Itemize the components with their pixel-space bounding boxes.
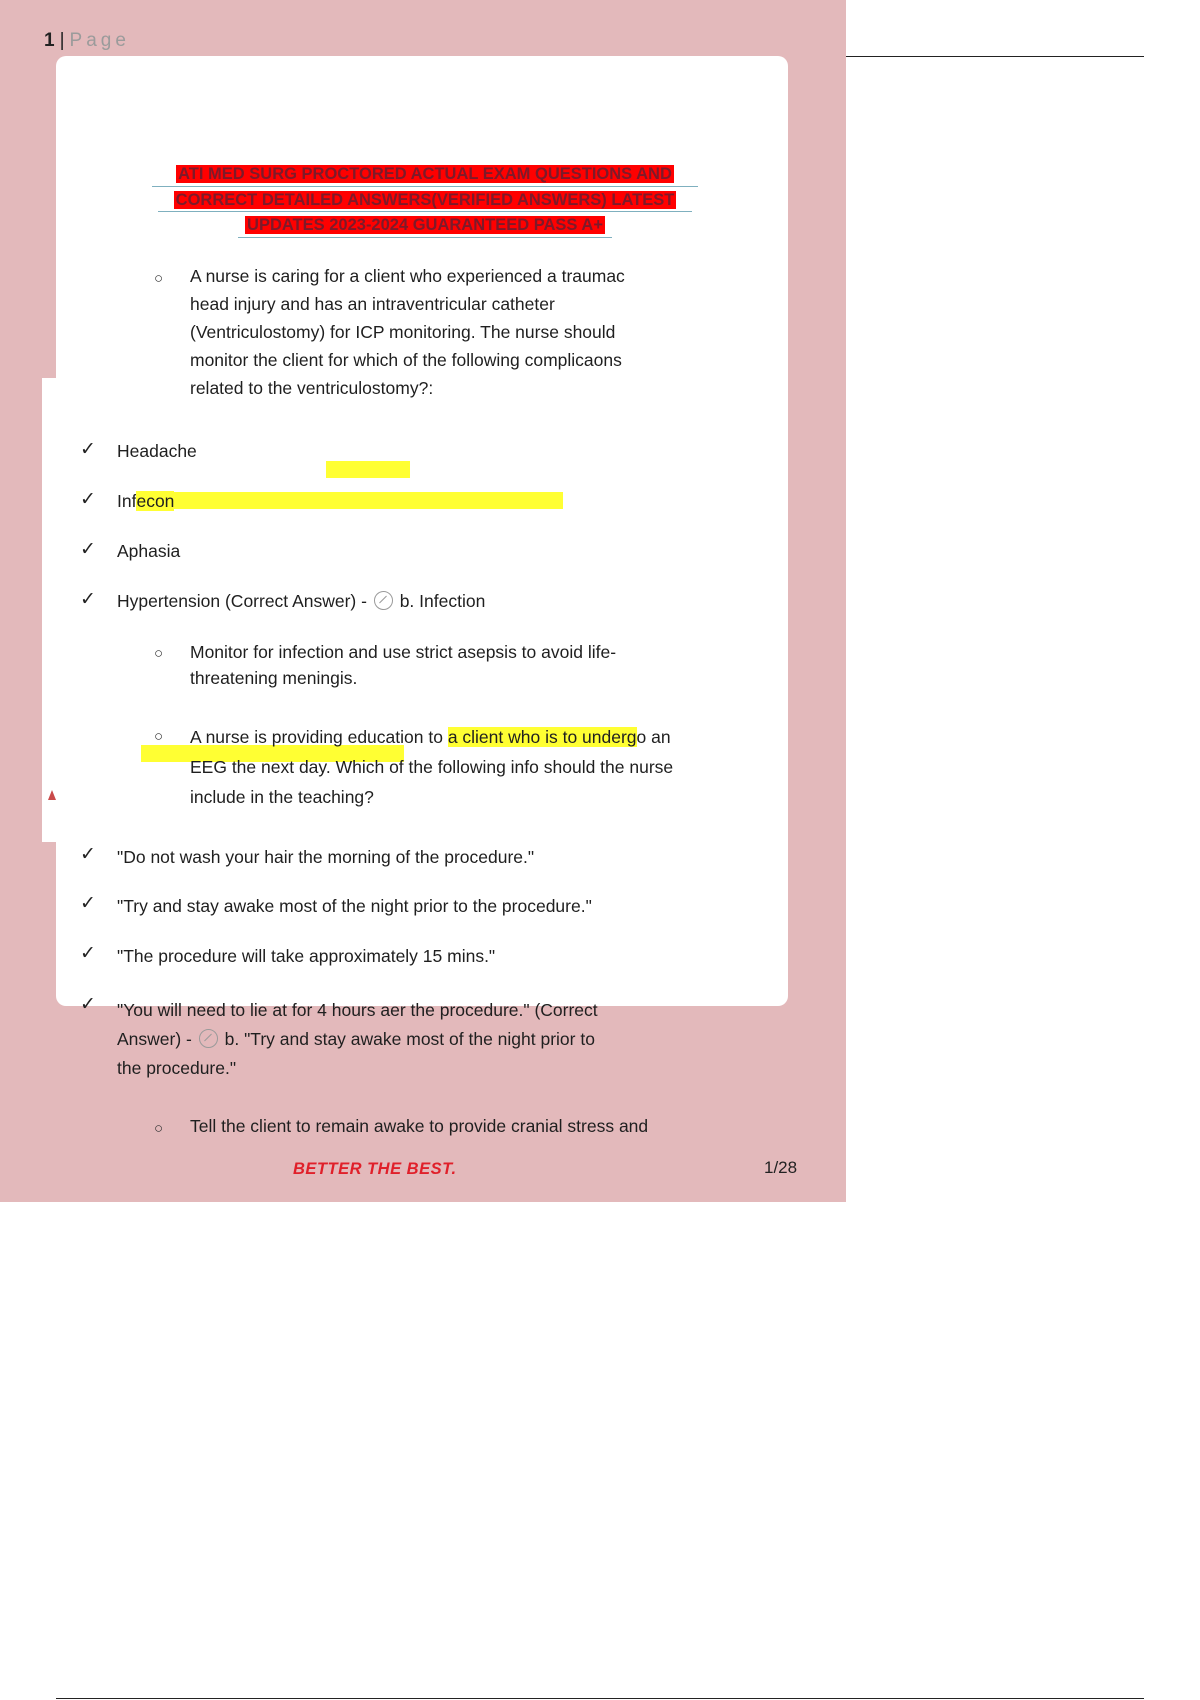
- option-headache: Headache: [117, 441, 197, 461]
- circle-bullet-icon: ○: [154, 728, 164, 745]
- check-icon: ✓: [80, 489, 96, 510]
- question-1-text: [190, 262, 625, 402]
- header-rule: [846, 56, 1144, 57]
- page-number: 1: [44, 30, 56, 51]
- page-word: Page: [69, 30, 130, 51]
- question-2-text: A nurse is providing education to a client who is to undergo an EEG the next day. Which of the following info should the nurse include in the teaching?: [190, 727, 674, 807]
- check-icon: ✓: [80, 943, 96, 964]
- page-separator: |: [59, 30, 66, 51]
- prohibited-circle-icon: [199, 1029, 218, 1048]
- prohibited-circle-icon: [374, 591, 393, 610]
- footer-brand: BETTER THE BEST.: [293, 1160, 457, 1178]
- rationale-2: Tell the client to remain awake to provide cranial stress and: [190, 1116, 649, 1136]
- check-icon: ✓: [80, 539, 96, 560]
- check-icon: ✓: [80, 994, 96, 1015]
- option-hypertension-answer: Hypertension (Correct Answer) - b. Infection: [117, 591, 486, 611]
- left-margin-strip: [42, 378, 56, 842]
- check-icon: ✓: [80, 844, 96, 865]
- highlight-mark: [326, 461, 410, 478]
- margin-marker-icon: [48, 790, 56, 800]
- highlight-bar: [142, 492, 563, 509]
- title-line-1: ATI MED SURG PROCTORED ACTUAL EXAM QUESTIONS AND: [150, 162, 700, 188]
- check-icon: ✓: [80, 893, 96, 914]
- circle-bullet-icon: ○: [154, 270, 164, 287]
- question-1-line: A nurse is caring for a client who experienced a traumac: [190, 266, 625, 286]
- check-icon: ✓: [80, 439, 96, 460]
- question-1-line: monitor the client for which of the following complicaons: [190, 350, 622, 370]
- document-title: [150, 162, 700, 239]
- footer-rule: [56, 1698, 1144, 1699]
- title-line-3: UPDATES 2023-2024 GUARANTEED PASS A+: [150, 213, 700, 239]
- option-lie-flat-answer: "You will need to lie at for 4 hours aer the procedure." (Correct Answer) - b. "Try and stay awake most of the night prior to the procedure.": [117, 1000, 598, 1078]
- check-icon: ✓: [80, 589, 96, 610]
- option-15-mins: "The procedure will take approximately 15 mins.": [117, 946, 496, 966]
- circle-bullet-icon: ○: [154, 1120, 164, 1137]
- circle-bullet-icon: ○: [154, 645, 164, 662]
- question-1-line: related to the ventriculostomy?:: [190, 378, 434, 398]
- question-1-line: head injury and has an intraventricular catheter: [190, 294, 555, 314]
- rationale-1: Monitor for infection and use strict asepsis to avoid life- threatening meningis.: [190, 642, 617, 688]
- option-stay-awake: "Try and stay awake most of the night prior to the procedure.": [117, 896, 592, 916]
- option-wash-hair: "Do not wash your hair the morning of the procedure.": [117, 847, 535, 867]
- footer-page-count: 1/28: [764, 1158, 798, 1177]
- question-1-line: (Ventriculostomy) for ICP monitoring. The nurse should: [190, 322, 616, 342]
- page-number-header: [44, 30, 130, 52]
- option-aphasia: Aphasia: [117, 541, 181, 561]
- option-infection: Infecon: [117, 491, 175, 511]
- title-line-2: CORRECT DETAILED ANSWERS(VERIFIED ANSWERS) LATEST: [150, 188, 700, 214]
